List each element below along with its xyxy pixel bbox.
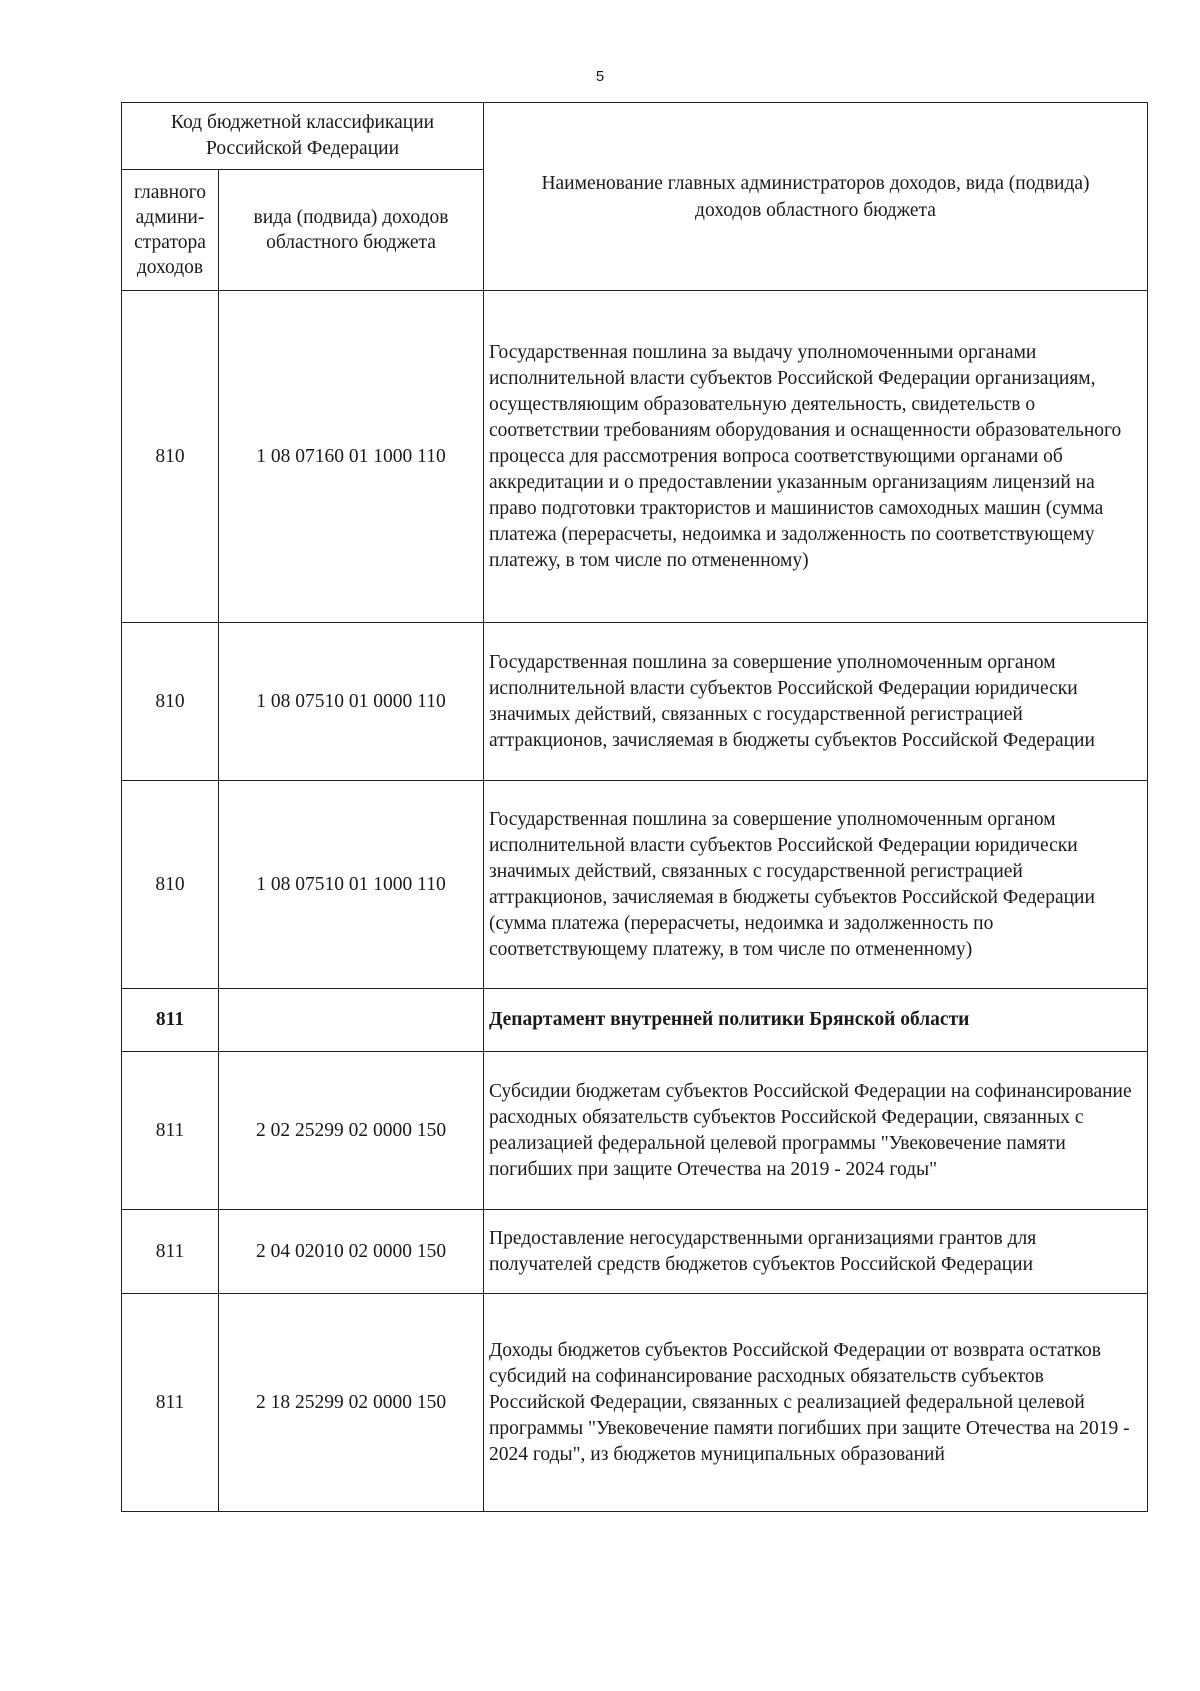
code-column-header: вида (подвида) доходов областного бюджета: [219, 170, 484, 291]
table-row: [122, 623, 1148, 781]
table-row: [122, 1052, 1148, 1210]
name-column-header: Наименование главных администраторов доходов, вида (подвида) доходов областного бюджета: [484, 103, 1148, 291]
revenue-code-cell: 1 08 07160 01 1000 110: [219, 291, 484, 623]
admin-code-cell: 811: [122, 989, 219, 1052]
admin-code-cell: 811: [122, 1210, 219, 1294]
revenue-code-cell: 1 08 07510 01 1000 110: [219, 781, 484, 989]
table-row: [122, 291, 1148, 623]
revenue-name-cell: Государственная пошлина за выдачу уполномоченными органами исполнительной власти субъектов Российской Федерации организациям, осуществляющим образовательную деятельность, свидетельств о соответствии требованиям оборудования и оснащенности образовательного процесса для рассмотрения вопроса соответствующими органами об аккредитации и о предоставлении указанным организациям лицензий на право подготовки трактористов и машинистов самоходных машин (сумма платежа (перерасчеты, недоимка и задолженность по соответствующему платежу, в том числе по отмененному): [484, 291, 1148, 623]
admin-code-cell: 811: [122, 1052, 219, 1210]
page-number: 5: [595, 68, 605, 85]
table-row: [122, 989, 1148, 1052]
revenue-name-cell: Предоставление негосударственными организациями грантов для получателей средств бюджетов субъектов Российской Федерации: [484, 1210, 1148, 1294]
admin-code-cell: 810: [122, 623, 219, 781]
kbk-header: Код бюджетной классификации Российской Федерации: [122, 103, 484, 170]
revenue-code-cell: 2 02 25299 02 0000 150: [219, 1052, 484, 1210]
header-row-top: [122, 103, 1148, 170]
table-row: [122, 1210, 1148, 1294]
admin-code-cell: 811: [122, 1294, 219, 1512]
admin-column-header: главного админи-стратора доходов: [122, 170, 219, 291]
revenue-name-cell: Государственная пошлина за совершение уполномоченным органом исполнительной власти субъектов Российской Федерации юридически значимых действий, связанных с государственной регистрацией аттракционов, зачисляемая в бюджеты субъектов Российской Федерации: [484, 623, 1148, 781]
table-row: [122, 1294, 1148, 1512]
admin-code-cell: 810: [122, 291, 219, 623]
revenue-code-cell: 2 18 25299 02 0000 150: [219, 1294, 484, 1512]
revenue-admin-table: [121, 102, 1148, 1512]
revenue-code-cell: 2 04 02010 02 0000 150: [219, 1210, 484, 1294]
administrator-name-cell: Департамент внутренней политики Брянской области: [484, 989, 1148, 1052]
revenue-name-cell: Доходы бюджетов субъектов Российской Федерации от возврата остатков субсидий на софинансирование расходных обязательств субъектов Российской Федерации, связанных с реализацией федеральной целевой программы "Увековечение памяти погибших при защите Отечества на 2019 - 2024 годы", из бюджетов муниципальных образований: [484, 1294, 1148, 1512]
admin-code-cell: 810: [122, 781, 219, 989]
table-row: [122, 781, 1148, 989]
revenue-name-cell: Субсидии бюджетам субъектов Российской Федерации на софинансирование расходных обязательств субъектов Российской Федерации, связанных с реализацией федеральной целевой программы "Увековечение памяти погибших при защите Отечества на 2019 - 2024 годы": [484, 1052, 1148, 1210]
revenue-name-cell: Государственная пошлина за совершение уполномоченным органом исполнительной власти субъектов Российской Федерации юридически значимых действий, связанных с государственной регистрацией аттракционов, зачисляемая в бюджеты субъектов Российской Федерации (сумма платежа (перерасчеты, недоимка и задолженность по соответствующему платежу, в том числе по отмененному): [484, 781, 1148, 989]
revenue-code-cell: 1 08 07510 01 0000 110: [219, 623, 484, 781]
revenue-code-cell: [219, 989, 484, 1052]
